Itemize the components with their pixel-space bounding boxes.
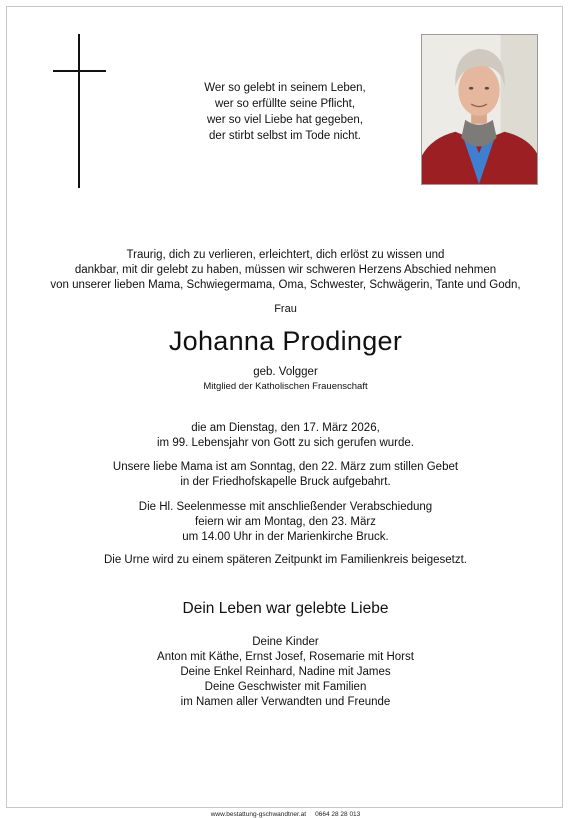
motto: Dein Leben war gelebte Liebe xyxy=(182,600,389,617)
urn-notice: Die Urne wird zu einem späteren Zeitpunkt im Familienkreis beigesetzt. xyxy=(103,554,468,566)
death-notice xyxy=(0,421,571,451)
death-notice-line: die am Dienstag, den 17. März 2026, xyxy=(191,422,380,434)
mourners-line: Deine Geschwister mit Familien xyxy=(204,681,367,693)
footer-text: www.bestattung-gschwandtner.at 0664 28 28 013 xyxy=(210,811,361,818)
portrait-photo xyxy=(421,34,538,185)
poem-line: Wer so gelebt in seinem Leben, xyxy=(204,82,366,94)
footer-contact xyxy=(0,811,571,818)
mass-notice-line: feiern wir am Montag, den 23. März xyxy=(195,516,376,528)
prayer-notice xyxy=(0,460,571,490)
farewell-intro xyxy=(0,248,571,293)
mass-notice xyxy=(0,500,571,545)
poem-line: wer so viel Liebe hat gegeben, xyxy=(207,114,363,126)
mourners-line: im Namen aller Verwandten und Freunde xyxy=(180,696,391,708)
death-notice-line: im 99. Lebensjahr von Gott zu sich gerufen wurde. xyxy=(157,437,414,449)
cross-vertical-bar xyxy=(78,34,80,188)
cross-horizontal-bar xyxy=(53,70,106,72)
mass-notice-line: um 14.00 Uhr in der Marienkirche Bruck. xyxy=(182,531,389,543)
poem-line: wer so erfüllte seine Pflicht, xyxy=(215,98,355,110)
mourners-line: Anton mit Käthe, Ernst Josef, Rosemarie mit Horst xyxy=(157,651,414,663)
portrait-illustration xyxy=(422,35,537,184)
membership: Mitglied der Katholischen Frauenschaft xyxy=(203,381,368,392)
prayer-notice-line: in der Friedhofskapelle Bruck aufgebahrt. xyxy=(180,476,391,488)
intro-line: von unserer lieben Mama, Schwiegermama, Oma, Schwester, Schwägerin, Tante und Godn, xyxy=(50,279,521,291)
mourners-list xyxy=(0,635,571,710)
mass-notice-line: Die Hl. Seelenmesse mit anschließender Verabschiedung xyxy=(138,501,433,513)
mourners-line: Deine Enkel Reinhard, Nadine mit James xyxy=(180,666,391,678)
memorial-poem xyxy=(155,80,415,144)
intro-line: dankbar, mit dir gelebt zu haben, müssen wir schweren Herzens Abschied nehmen xyxy=(74,264,497,276)
deceased-name: Johanna Prodinger xyxy=(168,326,403,356)
mourners-line: Deine Kinder xyxy=(252,636,319,648)
prayer-notice-line: Unsere liebe Mama ist am Sonntag, den 22. März zum stillen Gebet xyxy=(112,461,459,473)
intro-line: Traurig, dich zu verlieren, erleichtert, dich erlöst zu wissen und xyxy=(126,249,445,261)
poem-line: der stirbt selbst im Tode nicht. xyxy=(209,130,361,142)
birth-name: geb. Volgger xyxy=(253,366,318,378)
salutation: Frau xyxy=(274,303,297,315)
